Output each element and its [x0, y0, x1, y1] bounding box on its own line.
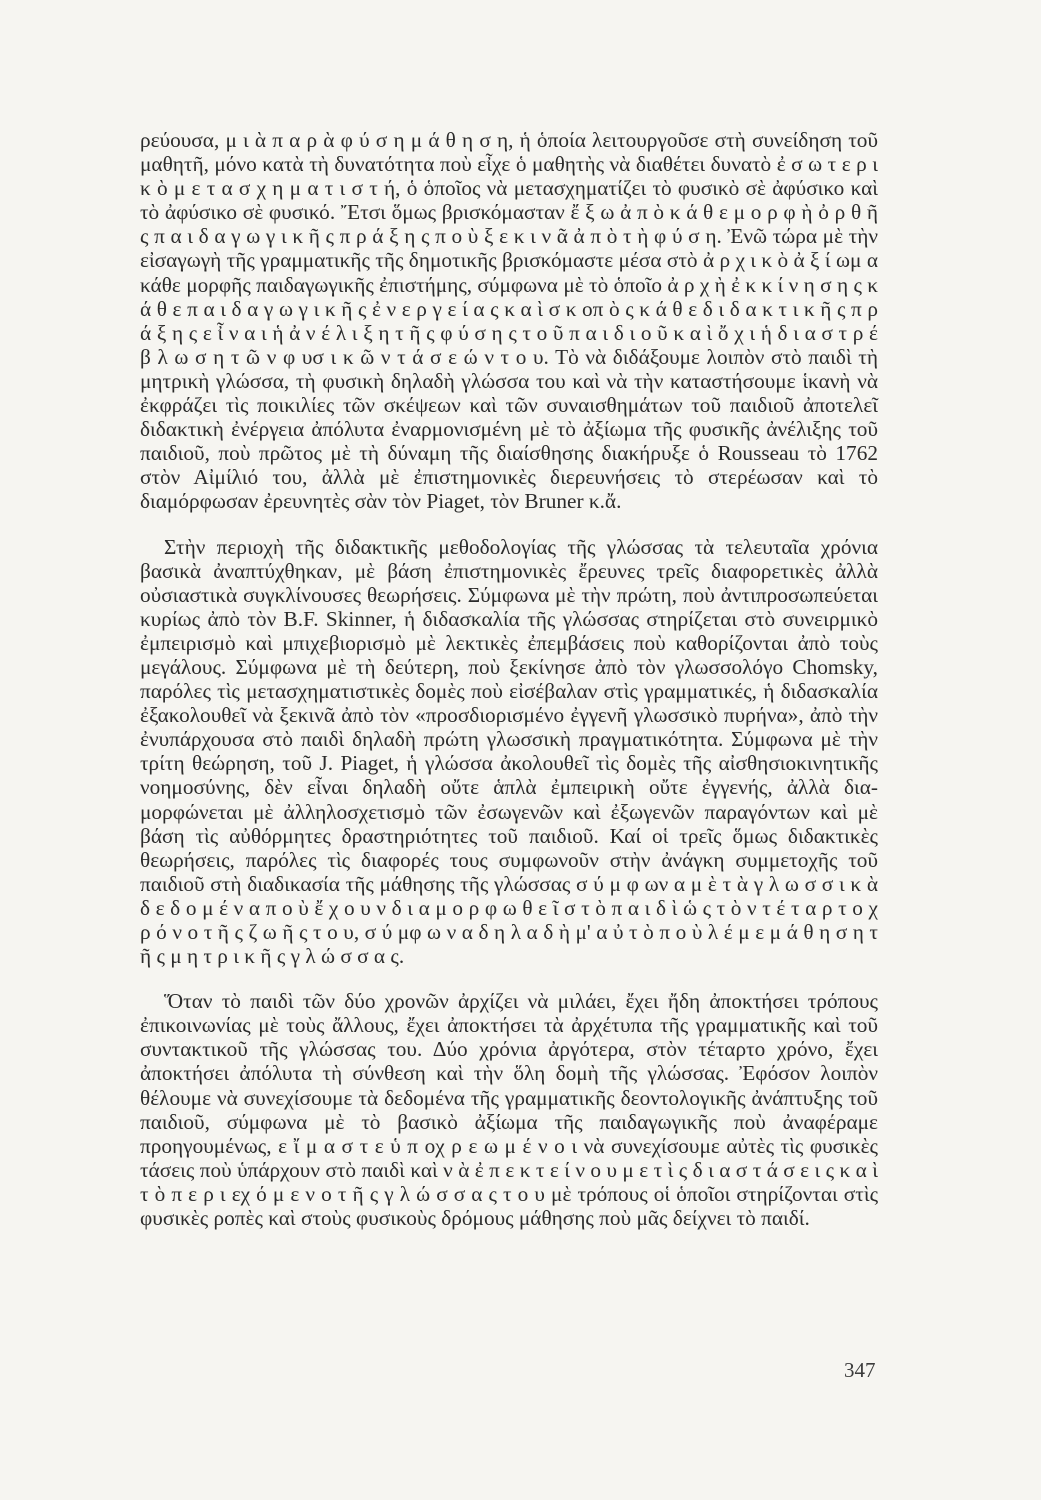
paragraph-child-language: Ὅταν τὸ παιδὶ τῶν δύο χρονῶν ἀρχίζει νὰ μιλάει, ἔχει ἤδη ἀποκτήσει τρόπους ἐπικοινωνίας μὲ τοὺς ἄλλους, ἔχει ἀποκτήσει τὰ ἀρχέτυπα τῆς γραμματικῆς καὶ τοῦ συντακτικοῦ τῆς γλώσσας του. Δύο χρόνια ἀργότερα, στὸν τέταρτο χρόνο, ἔχει ἀποκτήσει ἀπόλυτα τὴ σύνθεση καὶ τὴν ὅλη δομὴ τῆς γλώσσας. Ἐφόσον λοιπὸν θέλουμε νὰ συνεχίσουμε τὰ δεδομένα τῆς γραμματικῆς δεοντολογικῆς ἀνάπτυξης τοῦ παιδιοῦ, σύμφωνα μὲ τὸ βασικὸ ἀξίωμα τῆς παιδαγωγικῆς ποὺ ἀναφέραμε προηγουμένως, ε ἴ μ α σ τ ε ὑ π οχ ρ ε ω μ έ ν ο ι νὰ συνεχίσουμε αὐτὲς τὶς φυσικὲς τάσεις ποὺ ὑπάρχουν στὸ παιδὶ καὶ ν ὰ ἐ π ε κ τ ε ί ν ο υ μ ε τ ὶ ς δ ι α σ τ ά σ ε ι ς κ α ὶ τ ὸ π ε ρ ι εχ ό μ ε ν ο τ ῆ ς γ λ ώ σ σ α ς τ ο υ μὲ τρόπους οἱ ὁποῖοι στηρίζονται στὶς φυσικὲς ροπὲς καὶ στοὺς φυσικοὺς δρόμους μάθησης ποὺ μᾶς δείχνει τὸ παιδί.	[140, 989, 878, 1231]
page-body	[140, 128, 878, 1230]
page-number: 347	[844, 1358, 876, 1382]
paragraph-teaching-methodology: Στὴν περιοχὴ τῆς διδακτικῆς μεθοδολογίας τῆς γλώσσας τὰ τελευταῖα χρόνια βασικὰ ἀναπτύχθηκαν, μὲ βάση ἐπιστημονικὲς ἔρευνες τρεῖς διαφορετικὲς ἀλλὰ οὐσιαστικὰ συγκλίνουσες θεωρήσεις. Σύμφωνα μὲ τὴν πρώτη, ποὺ ἀντιπροσωπεύεται κυρίως ἀπὸ τὸν B.F. Skinner, ἡ διδασκαλία τῆς γλώσσας στηρίζεται στὸ συνειρμικὸ ἐμπειρισμὸ καὶ μπιχεβιορισμὸ μὲ λεκτικὲς ἐπεμβάσεις ποὺ καθορίζονται ἀπὸ τοὺς μεγάλους. Σύμφωνα μὲ τὴ δεύτερη, ποὺ ξεκίνησε ἀπὸ τὸν γλωσσολόγο Chomsky, παρόλες τὶς μετασχηματιστικὲς δομὲς ποὺ εἰσέβαλαν στὶς γραμματικές, ἡ διδασκαλία ἐξακολουθεῖ νὰ ξεκινᾶ ἀπὸ τὸν «προσδιορισμένο ἐγγενῆ γλωσσικὸ πυρήνα», ἀπὸ τὴν ἐνυπάρχουσα στὸ παιδὶ δηλαδὴ πρώτη γλωσσικὴ πραγματικότητα. Σύμφωνα μὲ τὴν τρίτη θεώρηση, τοῦ J. Piaget, ἡ γλώσσα ἀκολουθεῖ τὶς δομὲς τῆς αἰσθησιοκινητικῆς νοημοσύνης, δὲν εἶναι δηλαδὴ οὔτε ἁπλὰ ἐμπειρικὴ οὔτε ἐγγενής, ἀλλὰ διαμορφώνεται μὲ ἀλληλοσχετισμὸ τῶν ἐσωγενῶν καὶ ἐξωγενῶν παραγόντων καὶ μὲ βάση τὶς αὐθόρμητες δραστηριότητες τοῦ παιδιοῦ. Καί οἱ τρεῖς ὅμως διδακτικὲς θεωρήσεις, παρόλες τὶς διαφορές τους συμφωνοῦν στὴν ἀνάγκη συμμετοχῆς τοῦ παιδιοῦ στὴ διαδικασία τῆς μάθησης τῆς γλώσσας σ ύ μ φ ων α μ ὲ τ ὰ γ λ ω σ σ ι κ ὰ δ ε δ ο μ έ ν α π ο ὺ ἔ χ ο υ ν δ ι α μ ο ρ φ ω θ ε ῖ σ τ ὸ π α ι δ ὶ ὡ ς τ ὸ ν τ έ τ α ρ τ ο χ ρ ό ν ο τ ῆ ς ζ ω ῆ ς τ ο υ, σ ύ μφ ω ν α δ η λ α δ ὴ μ' α ὐ τ ὸ π ο ὺ λ έ μ ε μ ά θ η σ η τ ῆ ς μ η τ ρ ι κ ῆ ς γ λ ώ σ σ α ς.	[140, 534, 878, 969]
paragraph-continuation: ρεύουσα, μ ι ὰ π α ρ ὰ φ ύ σ η μ ά θ η σ η, ἡ ὁποία λειτουργοῦσε στὴ συνείδηση τοῦ μαθητῆ, μόνο κατὰ τὴ δυνατότητα ποὺ εἶχε ὁ μαθητὴς νὰ διαθέτει δυνατὸ ἐ σ ω τ ε ρ ι κ ὸ μ ε τ α σ χ η μ α τ ι σ τ ή, ὁ ὁποῖος νὰ μετασχηματίζει τὸ φυσικὸ σὲ ἀφύσικο καὶ τὸ ἀφύσικο σὲ φυσικό. Ἔτσι ὅμως βρισκόμασταν ἔ ξ ω ἀ π ὸ κ ά θ ε μ ο ρ φ ὴ ὀ ρ θ ῆ ς π α ι δ α γ ω γ ι κ ῆ ς π ρ ά ξ η ς π ο ὺ ξ ε κ ι ν ᾶ ἀ π ὸ τ ὴ φ ύ σ η. Ἐνῶ τώρα μὲ τὴν εἰσαγωγὴ τῆς γραμματικῆς τῆς δημοτικῆς βρισκόμαστε μέσα στὸ ἀ ρ χ ι κ ὸ ἀ ξ ί ωμ α κάθε μορφῆς παιδαγωγικῆς ἐπιστήμης, σύμφωνα μὲ τὸ ὁποῖο ἀ ρ χ ὴ ἐ κ κ ί ν η σ η ς κ ά θ ε π α ι δ α γ ω γ ι κ ῆ ς ἐ ν ε ρ γ ε ί α ς κ α ὶ σ κ οπ ὸ ς κ ά θ ε δ ι δ α κ τ ι κ ῆ ς π ρ ά ξ η ς ε ἶ ν α ι ἡ ἀ ν έ λ ι ξ η τ ῆ ς φ ύ σ η ς τ ο ῦ π α ι δ ι ο ῦ κ α ὶ ὄ χ ι ἡ δ ι α σ τ ρ έ β λ ω σ η τ ῶ ν φ υσ ι κ ῶ ν τ ά σ ε ώ ν τ ο υ. Τὸ νὰ διδάξουμε λοιπὸν στὸ παιδὶ τὴ μητρικὴ γλώσσα, τὴ φυσικὴ δηλαδὴ γλώσσα του καὶ νὰ τὴν καταστήσουμε ἱκανὴ νὰ ἐκφράζει τὶς ποικιλίες τῶν σκέψεων καὶ τῶν συναισθημάτων τοῦ παιδιοῦ ἀποτελεῖ διδακτικὴ ἐνέργεια ἀπόλυτα ἐναρμονισμένη μὲ τὸ ἀξίωμα τῆς φυσικῆς ἀνέλιξης τοῦ παιδιοῦ, ποὺ πρῶτος μὲ τὴ δύναμη τῆς διαίσθησης διακήρυξε ὁ Rousseau τὸ 1762 στὸν Αἰμίλιό του, ἀλλὰ μὲ ἐπιστημονικὲς διερευνήσεις τὸ στερέωσαν καὶ τὸ διαμόρφωσαν ἐρευνητὲς σὰν τὸν Piaget, τὸν Bruner κ.ἄ.	[140, 128, 878, 514]
